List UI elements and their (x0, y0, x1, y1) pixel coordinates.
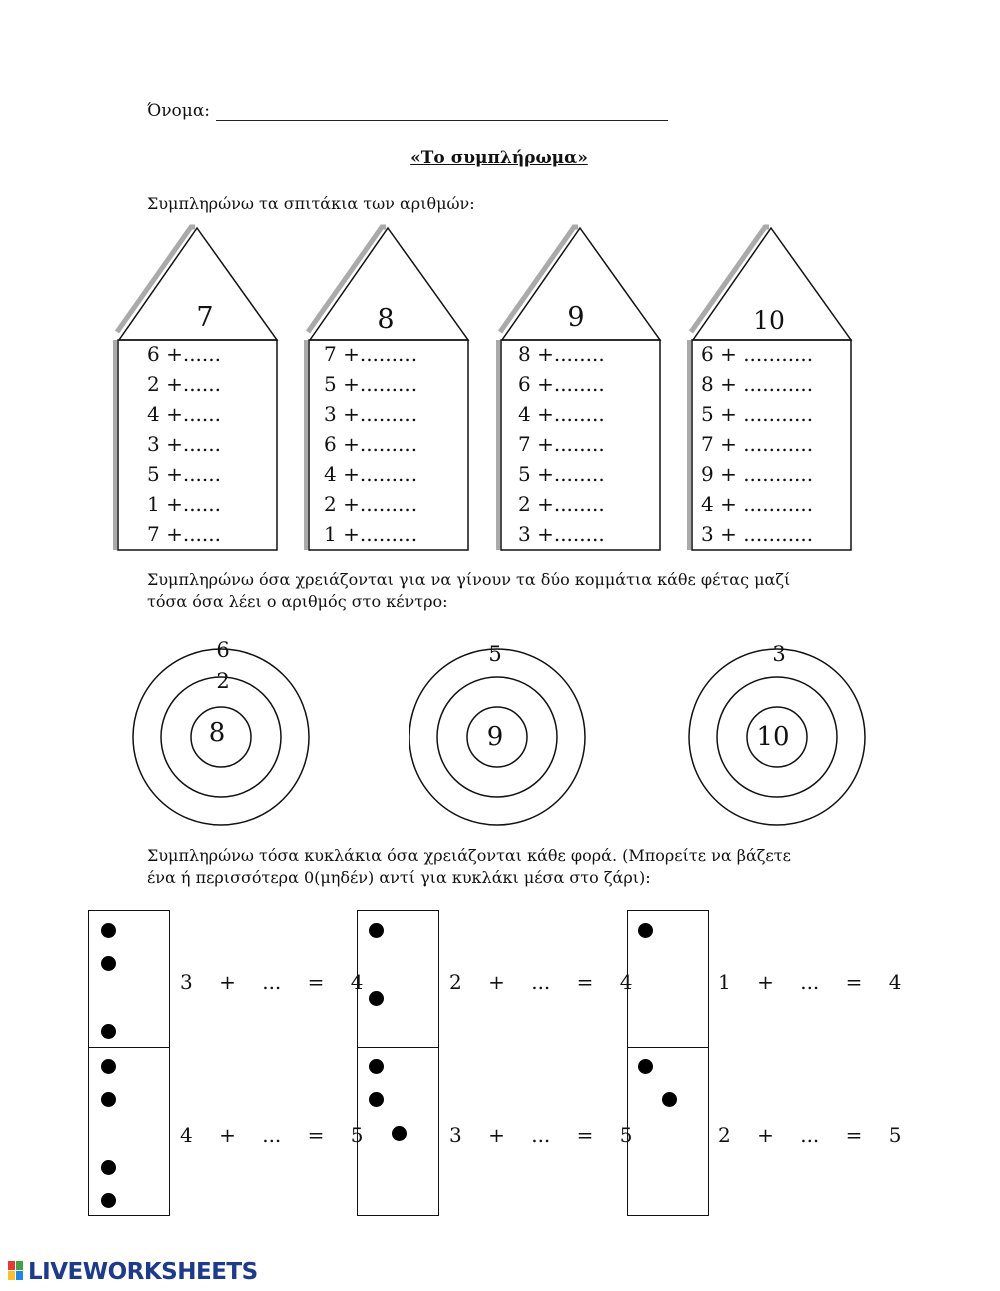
domino-dot (101, 1160, 116, 1175)
section2-instruction-line1: Συμπληρώνω όσα χρειάζονται για να γίνουν τα δύο κομμάτια κάθε φέτας μαζί (147, 570, 791, 589)
house-7-line[interactable]: 5 +...... (147, 462, 221, 486)
target-10 (687, 642, 867, 827)
name-row (147, 100, 668, 121)
house-9-line[interactable]: 7 +........ (518, 432, 605, 456)
target-8 (131, 638, 311, 827)
equation-1 (180, 970, 364, 994)
target-10-center-value: 10 (756, 722, 790, 752)
house-8-line[interactable]: 4 +......... (324, 462, 418, 486)
house-7 (111, 224, 287, 564)
plus-sign: + (757, 970, 774, 994)
equation-total: 5 (350, 1123, 364, 1147)
house-7-number: 7 (196, 302, 214, 333)
house-7-line[interactable]: 4 +...... (147, 402, 221, 426)
domino-dot (369, 991, 384, 1006)
equals-sign: = (845, 1123, 863, 1147)
section3-instruction (147, 845, 791, 889)
answer-blank[interactable]: ... (800, 1123, 820, 1147)
plus-sign: + (219, 1123, 236, 1147)
house-10-line[interactable]: 6 + ........... (701, 342, 814, 366)
house-10-line[interactable]: 3 + ........... (701, 522, 814, 546)
domino-divider (358, 1047, 438, 1048)
house-8-line[interactable]: 3 +......... (324, 402, 418, 426)
domino-2[interactable] (357, 910, 439, 1216)
domino-dot (369, 1059, 384, 1074)
house-8-line[interactable]: 2 +......... (324, 492, 418, 516)
equation-3 (718, 970, 902, 994)
equals-sign: = (845, 970, 863, 994)
target-9-outer-value: 5 (488, 642, 502, 666)
equation-5 (449, 1123, 633, 1147)
target-9 (409, 642, 589, 827)
liveworksheets-logo[interactable] (8, 1259, 258, 1285)
answer-blank[interactable]: ... (800, 970, 820, 994)
domino-dot (101, 956, 116, 971)
logo-text: LIVEWORKSHEETS (28, 1259, 258, 1285)
equation-total: 4 (619, 970, 633, 994)
plus-sign: + (219, 970, 236, 994)
domino-dot (101, 1059, 116, 1074)
equation-addend: 4 (180, 1123, 193, 1147)
house-8-line[interactable]: 7 +......... (324, 342, 418, 366)
house-7-line[interactable]: 2 +...... (147, 372, 221, 396)
house-10-line[interactable]: 9 + ........... (701, 462, 814, 486)
equation-total: 4 (888, 970, 902, 994)
house-10-line[interactable]: 8 + ........... (701, 372, 814, 396)
answer-blank[interactable]: ... (531, 970, 551, 994)
equation-addend: 3 (180, 970, 193, 994)
house-10-line[interactable]: 4 + ........... (701, 492, 814, 516)
domino-dot (101, 1024, 116, 1039)
section1-instruction: Συμπληρώνω τα σπιτάκια των αριθμών: (147, 194, 475, 213)
house-7-line[interactable]: 3 +...... (147, 432, 221, 456)
house-9-line[interactable]: 4 +........ (518, 402, 605, 426)
page-title: «Το συμπλήρωμα» (410, 148, 588, 168)
domino-3[interactable] (627, 910, 709, 1216)
house-10-line[interactable]: 7 + ........... (701, 432, 814, 456)
equals-sign: = (307, 970, 325, 994)
equation-addend: 2 (718, 1123, 731, 1147)
equation-6 (718, 1123, 902, 1147)
section3-instruction-line1: Συμπληρώνω τόσα κυκλάκια όσα χρειάζονται κάθε φορά. (Μπορείτε να βάζετε (147, 846, 791, 865)
answer-blank[interactable]: ... (262, 1123, 282, 1147)
section2-instruction (147, 569, 790, 613)
house-8-lines (324, 339, 417, 549)
house-9-line[interactable]: 8 +........ (518, 342, 605, 366)
house-7-line[interactable]: 6 +...... (147, 342, 221, 366)
answer-blank[interactable]: ... (531, 1123, 551, 1147)
domino-dot (101, 923, 116, 938)
logo-mark-icon (8, 1261, 24, 1281)
domino-dot (369, 1092, 384, 1107)
house-7-line[interactable]: 7 +...... (147, 522, 221, 546)
domino-dot (638, 923, 653, 938)
domino-dot (369, 923, 384, 938)
house-8-line[interactable]: 6 +......... (324, 432, 418, 456)
domino-dot (101, 1092, 116, 1107)
target-8-middle-value[interactable]: 2 (216, 669, 230, 693)
house-9-line[interactable]: 3 +........ (518, 522, 605, 546)
domino-dot (638, 1059, 653, 1074)
equation-addend: 2 (449, 970, 462, 994)
house-9-line[interactable]: 2 +........ (518, 492, 605, 516)
domino-divider (628, 1047, 708, 1048)
house-8-line[interactable]: 5 +......... (324, 372, 418, 396)
name-label: Όνομα: (147, 101, 211, 121)
house-8-number: 8 (377, 304, 395, 335)
equation-addend: 1 (718, 970, 731, 994)
equation-addend: 3 (449, 1123, 462, 1147)
house-7-lines (147, 339, 221, 549)
equals-sign: = (576, 1123, 594, 1147)
equation-4 (180, 1123, 364, 1147)
plus-sign: + (757, 1123, 774, 1147)
house-9-lines (518, 339, 605, 549)
house-7-line[interactable]: 1 +...... (147, 492, 221, 516)
equation-total: 5 (888, 1123, 902, 1147)
target-9-center-value: 9 (486, 722, 504, 752)
house-8-line[interactable]: 1 +......... (324, 522, 418, 546)
domino-dot (662, 1092, 677, 1107)
house-10-lines (701, 339, 813, 549)
equals-sign: = (576, 970, 594, 994)
target-8-outer-value: 6 (216, 638, 230, 662)
equation-2 (449, 970, 633, 994)
house-10-number: 10 (753, 306, 785, 335)
domino-dot (392, 1126, 407, 1141)
section3-instruction-line2: ένα ή περισσότερα 0(μηδέν) αντί για κυκλάκι μέσα στο ζάρι): (147, 868, 651, 887)
house-9 (494, 224, 670, 564)
house-9-number: 9 (567, 302, 585, 333)
domino-dot (101, 1193, 116, 1208)
equation-total: 4 (350, 970, 364, 994)
plus-sign: + (488, 1123, 505, 1147)
house-9-line[interactable]: 6 +........ (518, 372, 605, 396)
equation-total: 5 (619, 1123, 633, 1147)
plus-sign: + (488, 970, 505, 994)
domino-divider (89, 1047, 169, 1048)
domino-1[interactable] (88, 910, 170, 1216)
house-10 (685, 224, 861, 564)
house-9-line[interactable]: 5 +........ (518, 462, 605, 486)
name-field[interactable] (216, 100, 668, 121)
target-10-outer-value: 3 (772, 642, 786, 666)
answer-blank[interactable]: ... (262, 970, 282, 994)
equals-sign: = (307, 1123, 325, 1147)
house-10-line[interactable]: 5 + ........... (701, 402, 814, 426)
section2-instruction-line2: τόσα όσα λέει ο αριθμός στο κέντρο: (147, 592, 448, 611)
house-8 (302, 224, 478, 564)
target-8-center-value: 8 (208, 718, 226, 748)
